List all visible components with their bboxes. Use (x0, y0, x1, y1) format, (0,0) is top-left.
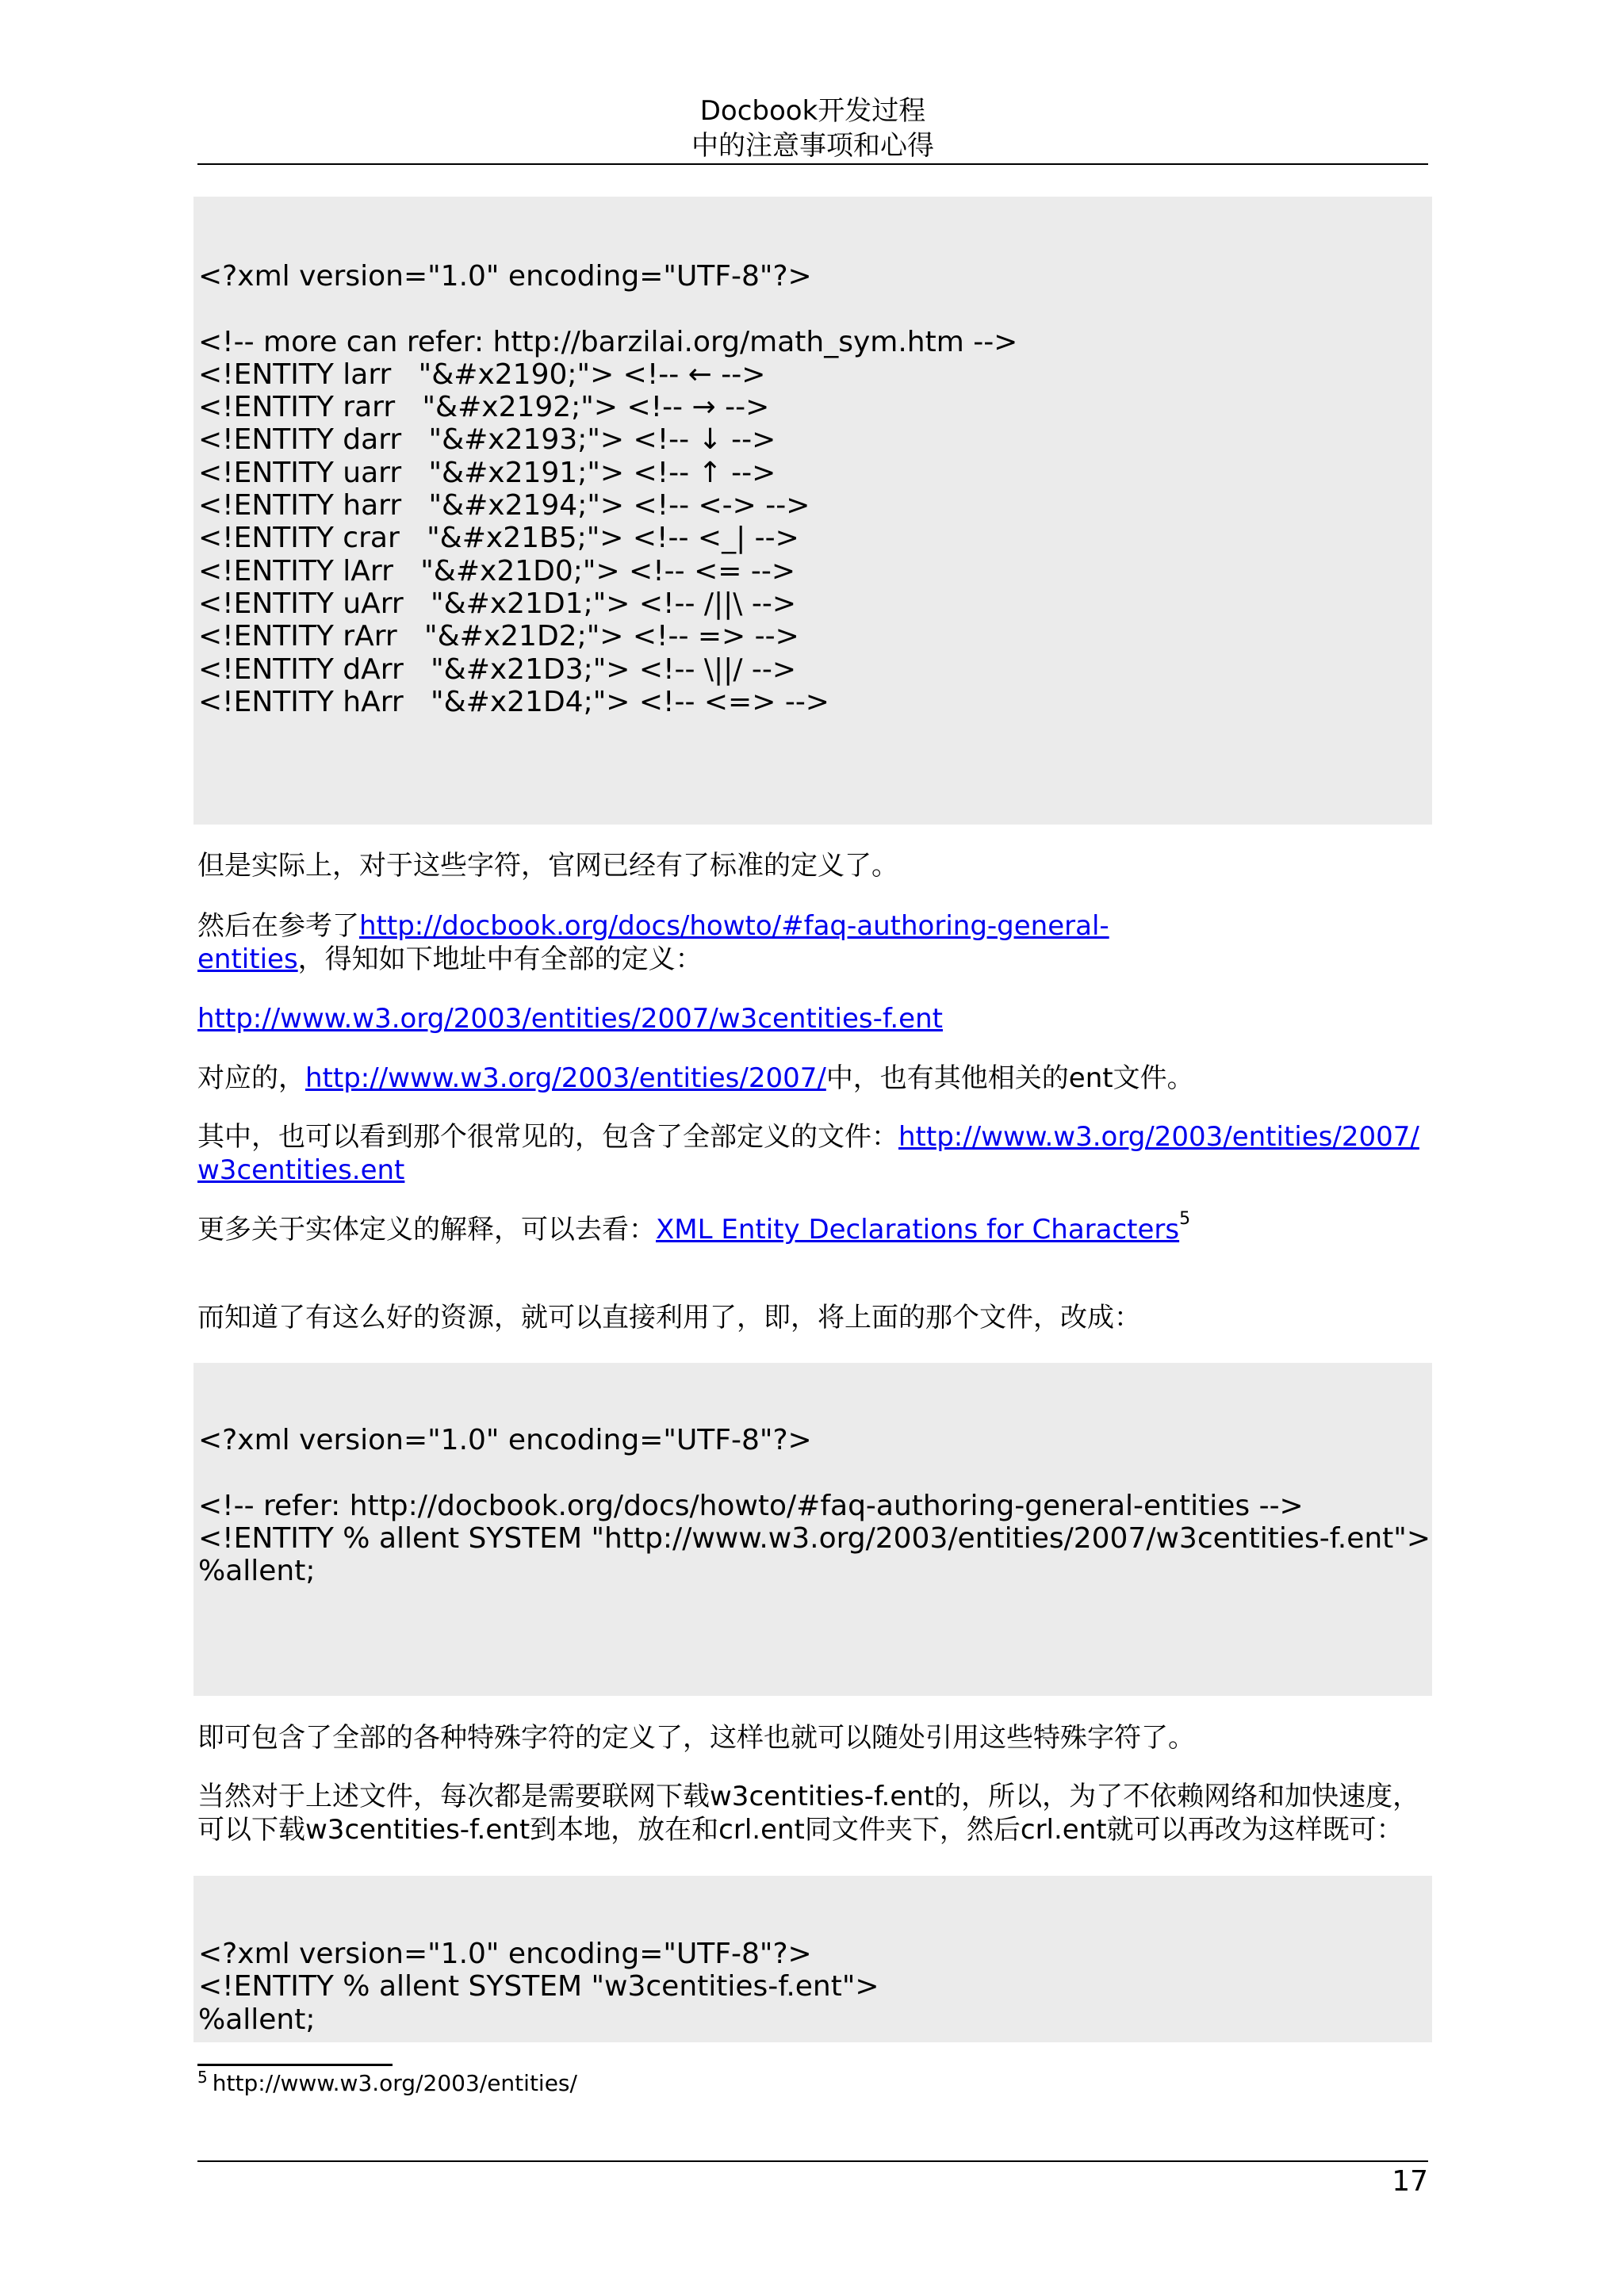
code-line: <!ENTITY darr "&#x2193;"> <!-- ↓ --> (198, 423, 776, 457)
paragraph-text: 然后在参考了 (197, 910, 359, 942)
code-line: <!-- refer: http://docbook.org/docs/howto/#faq-authoring-general-entities --> (198, 1489, 1304, 1522)
code-line: <!ENTITY uarr "&#x2191;"> <!-- ↑ --> (198, 456, 776, 489)
paragraph-text: 中，也有其他相关的ent文件。 (825, 1062, 1194, 1094)
code-line: <!ENTITY larr "&#x2190;"> <!-- ← --> (198, 358, 766, 391)
page-number: 17 (1392, 2165, 1428, 2198)
code-line: <!ENTITY % allent SYSTEM "http://www.w3.org/2003/entities/2007/w3centities-f.ent"> (198, 1521, 1431, 1555)
docbook-faq-link-continued[interactable]: entities (197, 943, 298, 975)
paragraph-text: 其中，也可以看到那个很常见的，包含了全部定义的文件： (197, 1121, 898, 1153)
code-line: <!ENTITY % allent SYSTEM "w3centities-f.ent"> (198, 1970, 879, 2003)
paragraph-text: 当然对于上述文件，每次都是需要联网下载w3centities-f.ent的，所以，为了不依赖网络和加快速度， (197, 1781, 1420, 1812)
code-block-allent-local (193, 1876, 1432, 2042)
docbook-faq-link[interactable]: http://docbook.org/docs/howto/#faq-authoring-general- (359, 910, 1109, 942)
code-block-entity-list (193, 197, 1432, 825)
paragraph-text: ，得知如下地址中有全部的定义： (297, 943, 703, 975)
code-block-allent-online (193, 1363, 1432, 1696)
paragraph-text: 而知道了有这么好的资源，就可以直接利用了，即，将上面的那个文件，改成： (197, 1302, 1141, 1334)
paragraph (197, 1209, 1434, 1246)
paragraph-text: 但是实际上，对于这些字符，官网已经有了标准的定义了。 (197, 850, 898, 882)
code-line: <!ENTITY dArr "&#x21D3;"> <!-- \||/ --> (198, 652, 797, 686)
code-line (198, 293, 1432, 325)
paragraph-text: 可以下载w3centities-f.ent到本地，放在和crl.ent同文件夹下，然后crl.ent就可以再改为这样既可： (197, 1814, 1404, 1846)
code-line: <!ENTITY crar "&#x21B5;"> <!-- <_| --> (198, 522, 799, 555)
w3centities-link-continued[interactable]: w3centities.ent (197, 1154, 405, 1186)
w3centities-link[interactable]: http://www.w3.org/2003/entities/2007/ (898, 1121, 1419, 1153)
paragraph-text: 即可包含了全部的各种特殊字符的定义了，这样也就可以随处引用这些特殊字符了。 (197, 1722, 1195, 1754)
paragraph (197, 1301, 1434, 1334)
code-line: %allent; (198, 1555, 316, 1588)
paragraph-text: 更多关于实体定义的解释，可以去看： (197, 1214, 656, 1246)
w3-entities-2007-link[interactable]: http://www.w3.org/2003/entities/2007/ (305, 1062, 826, 1094)
code-line: <?xml version="1.0" encoding="UTF-8"?> (198, 1424, 812, 1456)
paragraph (197, 1120, 1434, 1187)
code-line: <!-- more can refer: http://barzilai.org/math_sym.htm --> (198, 325, 1018, 358)
header-title-line-2: 中的注意事项和心得 (691, 130, 934, 162)
xml-entity-declarations-link[interactable]: XML Entity Declarations for Characters (656, 1214, 1180, 1246)
code-line: <?xml version="1.0" encoding="UTF-8"?> (198, 260, 812, 293)
footnote-reference[interactable]: 5 (1179, 1209, 1191, 1229)
paragraph (197, 909, 1434, 976)
header-title-line-1: Docbook开发过程 (699, 95, 926, 127)
code-line: <!ENTITY uArr "&#x21D1;"> <!-- /||\ --> (198, 587, 796, 620)
footer-divider (197, 2160, 1428, 2162)
code-line: %allent; (198, 2003, 316, 2036)
w3centities-f-link[interactable]: http://www.w3.org/2003/entities/2007/w3centities-f.ent (197, 1003, 943, 1035)
paragraph (197, 1002, 1434, 1035)
paragraph (197, 1062, 1434, 1095)
footnote-number: 5 (197, 2068, 208, 2087)
paragraph (197, 1721, 1434, 1755)
footnote-text: http://www.w3.org/2003/entities/ (212, 2070, 577, 2096)
paragraph (197, 1780, 1434, 1846)
header-divider (197, 163, 1428, 165)
code-line: <!ENTITY rarr "&#x2192;"> <!-- → --> (198, 391, 770, 424)
paragraph-text: 对应的， (197, 1062, 305, 1094)
code-line (198, 1456, 1432, 1489)
code-line: <!ENTITY rArr "&#x21D2;"> <!-- => --> (198, 620, 799, 653)
paragraph (197, 849, 1434, 882)
code-line: <!ENTITY lArr "&#x21D0;"> <!-- <= --> (198, 554, 795, 587)
code-line: <!ENTITY hArr "&#x21D4;"> <!-- <=> --> (198, 685, 829, 718)
footnote (197, 2066, 577, 2101)
code-line: <!ENTITY harr "&#x2194;"> <!-- <-> --> (198, 489, 810, 522)
code-line: <?xml version="1.0" encoding="UTF-8"?> (198, 1938, 812, 1970)
running-header (197, 94, 1428, 163)
